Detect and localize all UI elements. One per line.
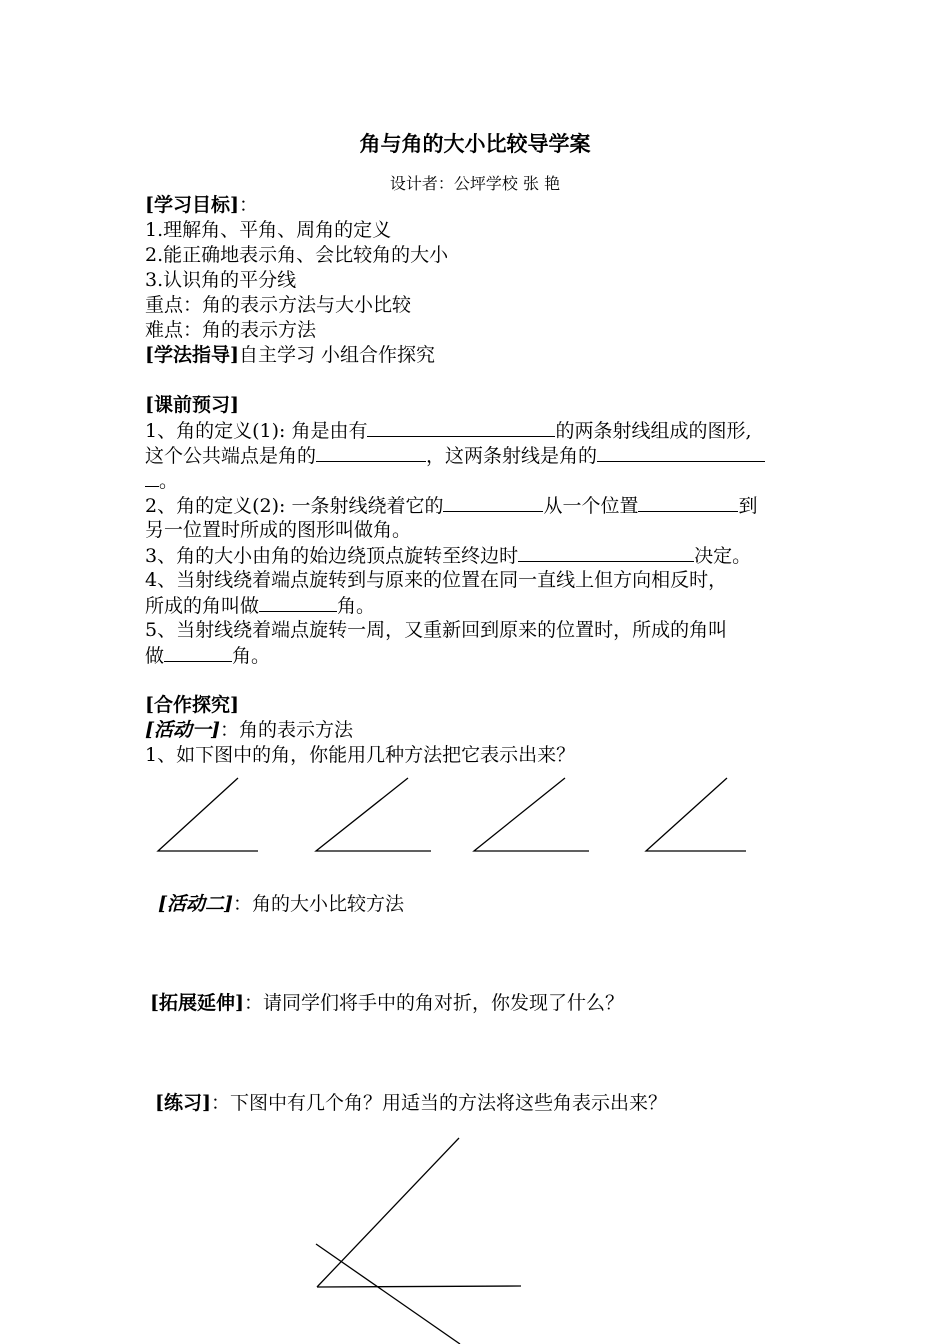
goal-item-2: 2.能正确地表示角、会比较角的大小 [145, 244, 449, 266]
angle-figure-1 [158, 778, 258, 851]
practice-line-a [317, 1138, 459, 1287]
q2-text-a: 2、角的定义(2): 一条射线绕着它的 [145, 495, 444, 517]
preview-q5-line1: 5、当射线绕着端点旋转一周，又重新回到原来的位置时，所成的角叫 [145, 619, 728, 641]
practice-line-b [317, 1286, 521, 1287]
practice-label: [练习] [155, 1092, 211, 1114]
q3-text-a: 3、角的大小由角的始边绕顶点旋转至终边时 [145, 545, 519, 567]
method-text: 自主学习 小组合作探究 [238, 344, 436, 366]
key-point: 重点：角的表示方法与大小比较 [145, 294, 412, 316]
activity1-label: [活动一] [145, 719, 220, 741]
q1-text-d: ，这两条射线是角的 [426, 445, 598, 467]
cooperate-heading: [合作探究] [145, 694, 239, 716]
q3-text-b: 决定。 [694, 545, 752, 567]
goal-item-1: 1.理解角、平角、周角的定义 [145, 219, 392, 241]
goals-heading: [学习目标] [145, 194, 239, 216]
preview-q4-line1: 4、当射线绕着端点旋转到与原来的位置在同一直线上但方向相反时， [145, 569, 728, 591]
activity2-label: [活动二] [158, 893, 233, 915]
difficulty: 难点：角的表示方法 [145, 319, 317, 341]
q4-text-b: 所成的角叫做 [145, 595, 260, 617]
q2-text-c: 到 [738, 495, 758, 517]
page-title: 角与角的大小比较导学案 [359, 132, 591, 156]
angle-figure-2 [316, 778, 431, 851]
extend-label: [拓展延伸] [150, 992, 244, 1014]
angle-figure-4 [646, 778, 746, 851]
preview-q2-line2: 另一位置时所成的图形叫做角。 [145, 519, 412, 541]
method-heading: [学法指导] [145, 344, 239, 366]
q1-text-a: 1、角的定义(1): 角是由有 [145, 420, 368, 442]
practice-text: ：下图中有几个角？用适当的方法将这些角表示出来？ [210, 1092, 667, 1114]
designer-line: 设计者：公坪学校 张 艳 [389, 174, 561, 193]
q4-text-c: 角。 [337, 595, 376, 617]
q2-text-b: 从一个位置 [543, 495, 639, 517]
practice-line-c [316, 1244, 460, 1344]
q1-text-b: 的两条射线组成的图形, [555, 420, 752, 442]
q1-text-c: 这个公共端点是角的 [145, 445, 317, 467]
q1-text-e: 。 [159, 470, 179, 492]
extend-text: ：请同学们将手中的角对折，你发现了什么？ [243, 992, 624, 1014]
q5-text-c: 角。 [232, 645, 271, 667]
goals-heading-colon: ： [238, 194, 258, 216]
goal-item-3: 3.认识角的平分线 [145, 269, 297, 291]
activity1-text: ：角的表示方法 [219, 719, 353, 741]
activity2-text: ：角的大小比较方法 [232, 893, 404, 915]
preview-heading: [课前预习] [145, 394, 239, 416]
q5-text-b: 做 [145, 645, 165, 667]
activity1-question: 1、如下图中的角，你能用几种方法把它表示出来？ [145, 744, 576, 766]
angle-figure-3 [474, 778, 589, 851]
